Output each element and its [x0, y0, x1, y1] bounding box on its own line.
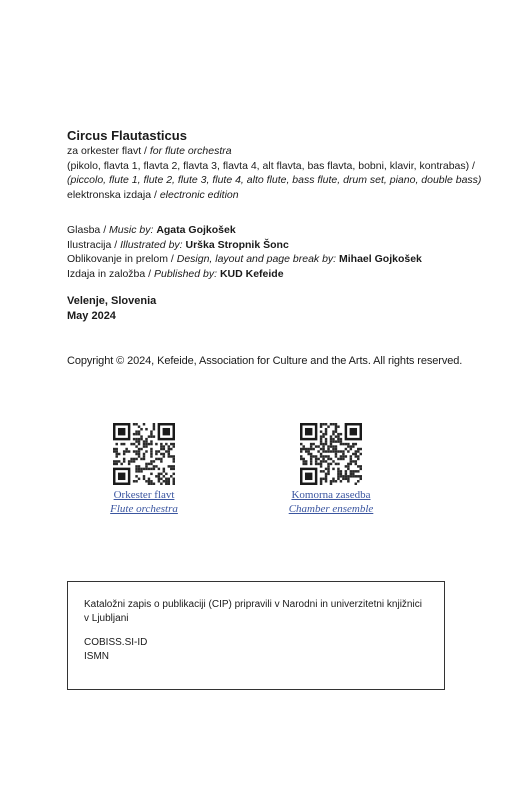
- copyright: Copyright © 2024, Kefeide, Association for Culture and the Arts. All rights reserved.: [67, 355, 463, 367]
- page-title: Circus Flautasticus: [67, 128, 187, 143]
- link-label-sl[interactable]: Orkester flavt: [113, 489, 175, 501]
- credit-label-sl: Izdaja in založba: [67, 267, 146, 280]
- credit-name: KUD Kefeide: [219, 267, 284, 280]
- subtitle: [67, 144, 507, 159]
- cip-record-box: [67, 581, 445, 690]
- subtitle-sep: /: [141, 145, 150, 157]
- instruments-sl: (pikolo, flavta 1, flavta 2, flavta 3, flavta 4, alt flavta, bas flavta, bobni, klavir, kontrabas) /: [67, 159, 475, 172]
- link-label-en[interactable]: Flute orchestra: [110, 503, 178, 515]
- credit-label-en: Design, layout and page break by:: [176, 253, 337, 265]
- qr-link-flute-orchestra[interactable]: [89, 488, 199, 516]
- date: May 2024: [67, 310, 116, 322]
- credit-name: Mihael Gojkošek: [339, 253, 422, 265]
- credit-label-en: Music by:: [109, 224, 154, 236]
- cip-text: Kataložni zapis o publikaciji (CIP) pripravili v Narodni in univerzitetni knjižnici v Ljubljani: [84, 599, 422, 624]
- link-label-en[interactable]: Chamber ensemble: [288, 503, 374, 515]
- instruments-en: (piccolo, flute 1, flute 2, flute 3, flute 4, alto flute, bass flute, drum set, piano, double bass): [67, 174, 482, 186]
- credit-label-sl: Glasba: [67, 224, 101, 236]
- place-date: [67, 294, 156, 324]
- credit-publisher: Izdaja in založba / Published by: KUD Kefeide: [67, 267, 284, 280]
- credit-label-sl: Ilustracija: [67, 238, 112, 251]
- edition-en: electronic edition: [159, 188, 239, 201]
- edition-sep: /: [151, 188, 160, 201]
- credit-name: Urška Stropnik Šonc: [185, 238, 289, 251]
- credits: [67, 223, 422, 281]
- credit-name: Agata Gojkošek: [156, 224, 236, 236]
- credit-label-sl: Oblikovanje in prelom: [67, 253, 168, 265]
- publication-meta: [67, 128, 507, 202]
- link-label-sl[interactable]: Komorna zasedba: [291, 489, 371, 501]
- credit-label-en: Published by:: [153, 267, 218, 280]
- qr-link-chamber-ensemble[interactable]: [271, 488, 391, 516]
- edition: [67, 188, 507, 203]
- qr-code-icon[interactable]: [113, 423, 175, 485]
- credit-design: Oblikovanje in prelom / Design, layout and page break by: Mihael Gojkošek: [67, 253, 422, 265]
- credit-music: Glasba / Music by: Agata Gojkošek: [67, 224, 236, 236]
- subtitle-en: for flute orchestra: [149, 145, 232, 157]
- cobiss-id: COBISS.SI-ID: [84, 637, 148, 648]
- credit-label-en: Illustrated by:: [120, 238, 183, 251]
- credit-illustration: Ilustracija / Illustrated by: Urška Stropnik Šonc: [67, 238, 289, 251]
- place: Velenje, Slovenia: [67, 295, 157, 307]
- edition-sl: elektronska izdaja: [67, 188, 152, 201]
- subtitle-sl: za orkester flavt: [67, 145, 142, 157]
- ismn: ISMN: [84, 651, 109, 662]
- qr-code-icon[interactable]: [300, 423, 362, 485]
